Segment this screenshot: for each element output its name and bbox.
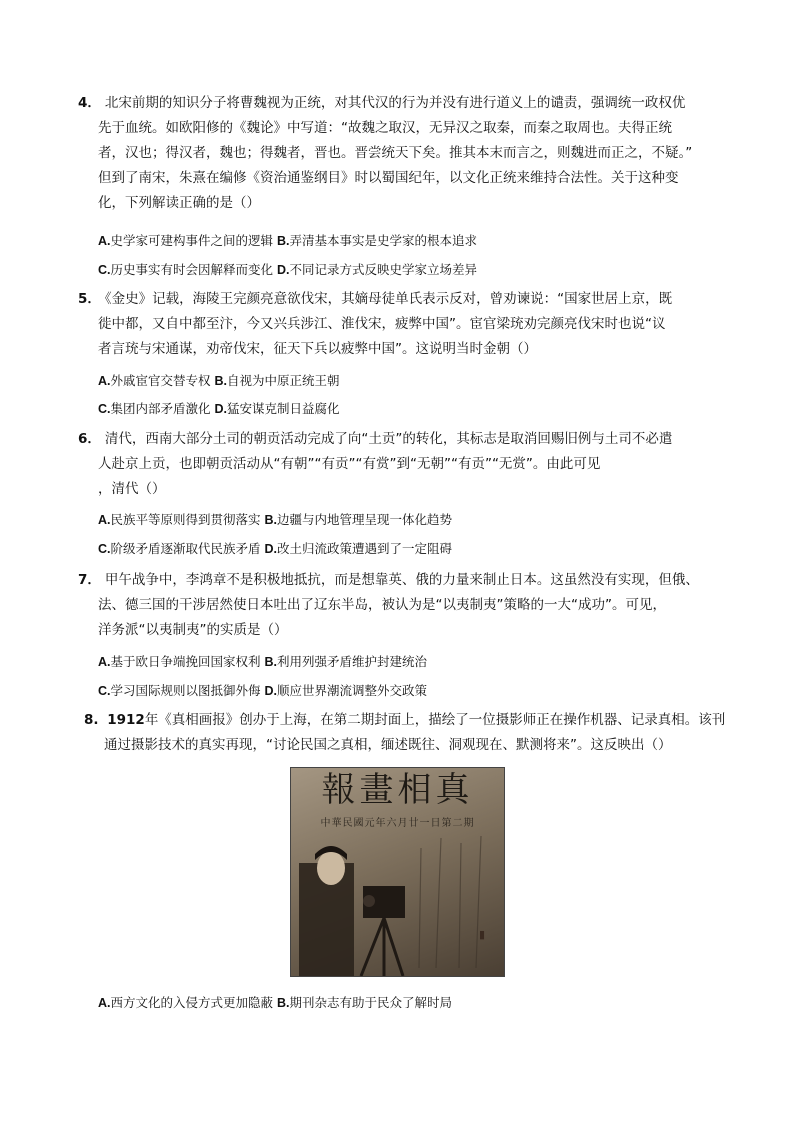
svg-text:▮: ▮: [479, 928, 486, 941]
question-7: [78, 568, 718, 643]
question-text-line: 先于血统。如欧阳修的《魏论》中写道：“故魏之取汉，无异汉之取秦，而秦之取周也。夫得正统: [98, 120, 672, 136]
option-label: C.: [98, 402, 111, 416]
options-row: [98, 681, 427, 701]
option-label: C.: [98, 684, 111, 698]
question-text-line: ，清代（）: [98, 481, 166, 497]
option-text: 猛安谋克制日益腐化: [226, 401, 340, 416]
option-label: B.: [276, 996, 290, 1010]
question-text-line: 通过摄影技术的真实再现，“讨论民国之真相，缅述既往、洞观现在、默测将来”。这反映出（）: [104, 737, 672, 753]
question-text-line: 化，下列解读正确的是（）: [98, 195, 260, 211]
question-number: 5．: [78, 291, 101, 307]
option-text: 边疆与内地管理呈现一体化趋势: [276, 512, 452, 527]
option-text: 民族平等原则得到贯彻落实: [110, 512, 265, 527]
option-label: A.: [98, 234, 111, 248]
question-text-line: 北宋前期的知识分子将曹魏视为正统，对其代汉的行为并没有进行道义上的谴责，强调统一政权优: [104, 95, 686, 111]
option-text: 利用列强矛盾维护封建统治: [276, 654, 427, 669]
question-text-line: 人赴京上贡，也即朝贡活动从“有朝”“有贡”“有赏”到“无朝”“有贡”“无赏”。由此可见: [98, 456, 601, 472]
question-5: [78, 287, 718, 362]
option-label: A.: [98, 513, 111, 527]
options-row: [98, 231, 477, 251]
question-number: 4．: [78, 95, 101, 111]
option-text: 基于欧日争端挽回国家权利: [110, 654, 265, 669]
question-text-line: 甲午战争中，李鸿章不是积极地抵抗，而是想靠英、俄的力量来制止日本。这虽然没有实现，但俄、: [104, 572, 699, 588]
question-text-line: 但到了南宋，朱熹在编修《资治通鉴纲目》时以蜀国纪年，以文化正统来维持合法性。关于这种变: [98, 170, 679, 186]
option-label: B.: [214, 374, 227, 388]
option-text: 集团内部矛盾激化: [110, 401, 215, 416]
option-label: B.: [276, 234, 290, 248]
photographer-illustration: [291, 768, 504, 976]
option-text: 史学家可建构事件之间的逻辑: [110, 233, 277, 248]
option-label: C.: [98, 542, 111, 556]
question-text-line: 清代，西南大部分土司的朝贡活动完成了向“土贡”的转化，其标志是取消回赐旧例与土司不必遣: [104, 431, 673, 447]
question-text-line: 者，汉也；得汉者，魏也；得魏者，晋也。晋尝统天下矣。推其本末而言之，则魏进而正之，不疑。”: [98, 145, 693, 161]
option-label: D.: [214, 402, 227, 416]
question-year: 1912: [107, 712, 145, 728]
question-number: 7．: [78, 572, 101, 588]
question-number: 6．: [78, 431, 101, 447]
options-row: [98, 510, 452, 530]
question-text-line: 者言珫与宋通谋，劝帝伐宋，征天下兵以疲弊中国”。这说明当时金朝（）: [98, 341, 537, 357]
option-label: D.: [276, 263, 290, 277]
options-row: [98, 260, 477, 280]
question-text-line: 洋务派“以夷制夷”的实质是（）: [98, 622, 288, 638]
question-text-line: 徙中都，又自中都至汴，今又兴兵涉江、淮伐宋，疲弊中国”。宦官梁珫劝完颜亮伐宋时也说“议: [98, 316, 666, 332]
question-4: [78, 91, 718, 216]
option-text: 不同记录方式反映史学家立场差异: [289, 262, 477, 277]
option-label: B.: [264, 655, 277, 669]
options-row: [98, 539, 452, 559]
option-text: 期刊杂志有助于民众了解时局: [289, 995, 452, 1010]
option-label: A.: [98, 374, 111, 388]
option-text: 自视为中原正统王朝: [226, 373, 340, 388]
question-text-line: 年《真相画报》创办于上海，在第二期封面上，描绘了一位摄影师正在操作机器、记录真相。该刊: [144, 712, 726, 728]
option-text: 外戚宦官交替专权: [110, 373, 215, 388]
option-label: A.: [98, 996, 111, 1010]
option-label: B.: [264, 513, 277, 527]
options-row: [98, 371, 340, 391]
options-row: [98, 652, 427, 672]
question-text-line: 《金史》记载，海陵王完颜亮意欲伐宋，其嫡母徒单氏表示反对，曾劝谏说：“国家世居上京，既: [104, 291, 673, 307]
option-text: 阶级矛盾逐渐取代民族矛盾: [110, 541, 265, 556]
option-text: 改土归流政策遭遇到了一定阻碍: [276, 541, 452, 556]
option-text: 历史事实有时会因解释而变化: [110, 262, 277, 277]
option-label: A.: [98, 655, 111, 669]
question-number: 8.: [84, 712, 104, 728]
cover-title: 報畫相真: [321, 770, 474, 810]
option-text: 弄清基本事实是史学家的根本追求: [289, 233, 477, 248]
option-text: 学习国际规则以图抵御外侮: [110, 683, 265, 698]
question-6: [78, 427, 718, 502]
option-text: 西方文化的入侵方式更加隐蔽: [110, 995, 277, 1010]
options-row: [98, 399, 340, 419]
question-8: [84, 708, 724, 758]
option-text: 顺应世界潮流调整外交政策: [276, 683, 427, 698]
options-row: [98, 993, 452, 1013]
option-label: C.: [98, 263, 111, 277]
option-label: D.: [264, 542, 277, 556]
magazine-cover-image: [290, 767, 505, 977]
option-label: D.: [264, 684, 277, 698]
question-text-line: 法、德三国的干涉居然使日本吐出了辽东半岛，被认为是“以夷制夷”策略的一大“成功”。可见，: [98, 597, 666, 613]
cover-subtitle: 中華民國元年六月廿一日第二期: [320, 818, 475, 829]
